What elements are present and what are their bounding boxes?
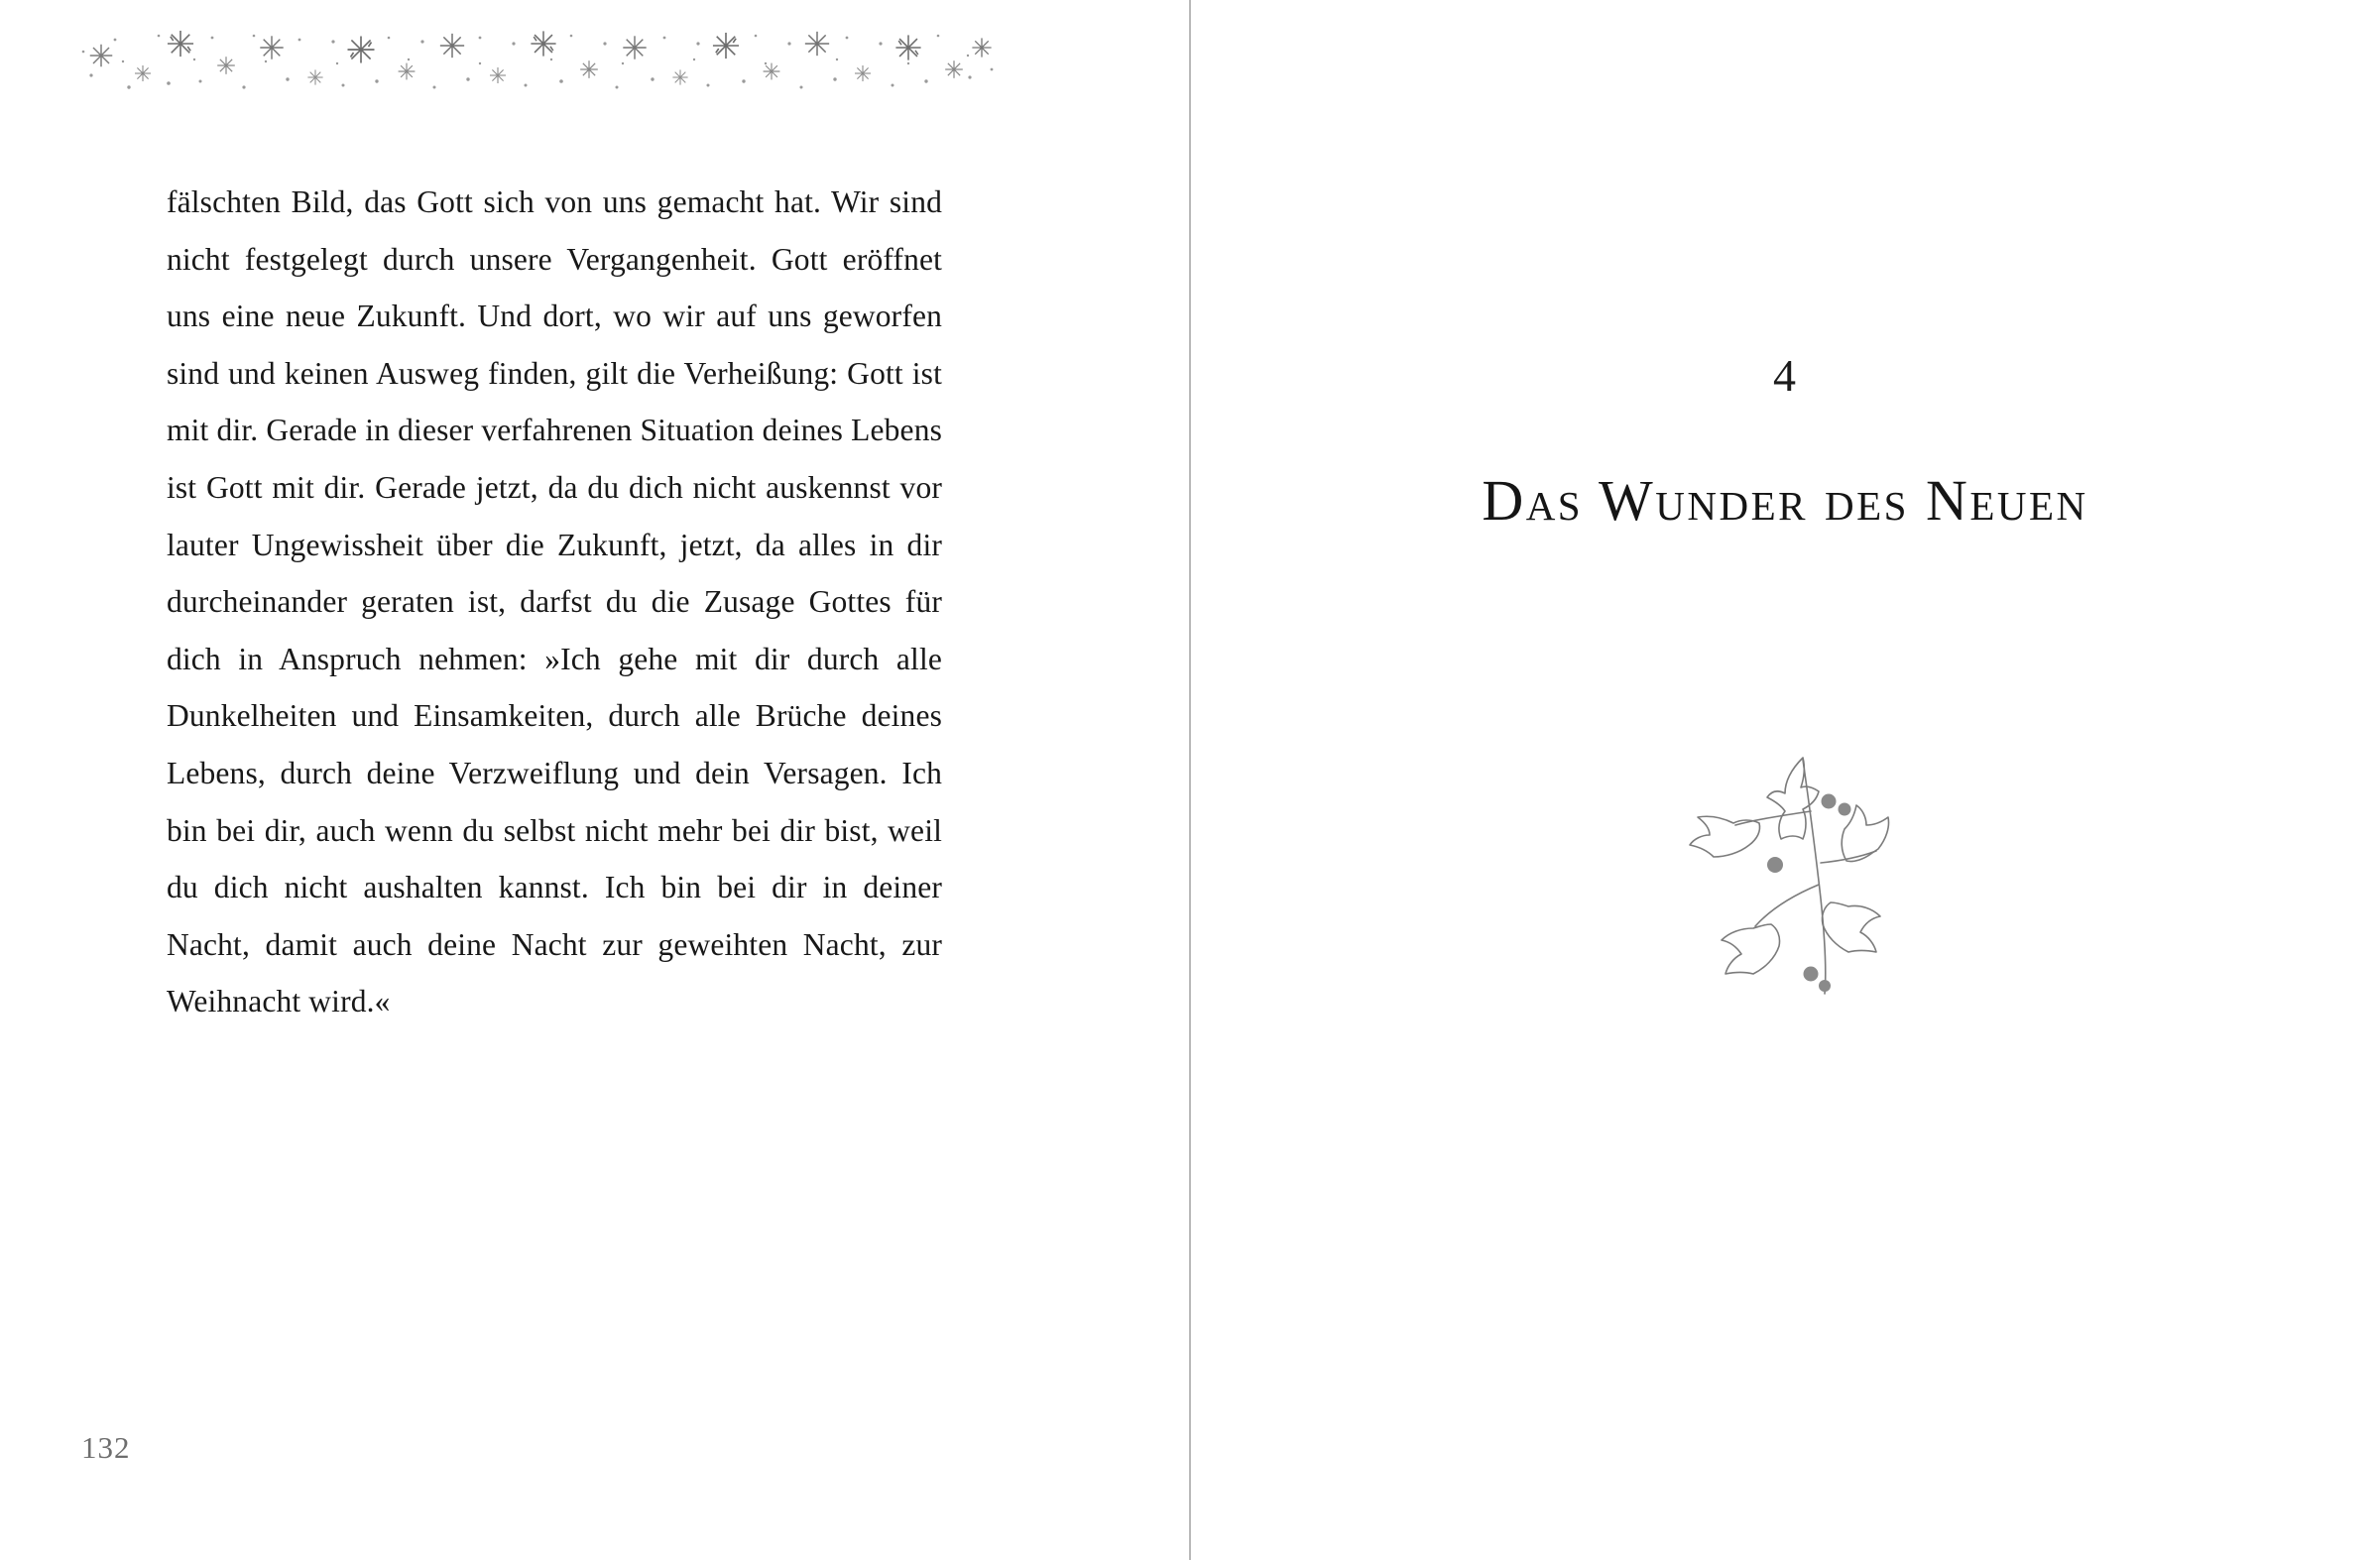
page-number: 132 [81,1430,131,1465]
chapter-number: 4 [1773,350,1797,401]
chapter-title: Das Wunder des Neuen [1482,468,2088,533]
right-page [1190,0,2380,1560]
page-body-text: fälschten Bild, das Gott sich von uns gemacht hat. Wir sind nicht festgelegt durch unsere Vergangenheit. Gott eröffnet uns eine neue Zukunft. Und dort, wo wir auf uns geworfen sind und keinen Ausweg finden, gilt die Verheißung: Gott ist mit dir. Gerade in dieser verfahrenen Situation deines Lebens ist Gott mit dir. Gerade jetzt, da du dich nicht auskennst vor lauter Ungewissheit über die Zukunft, jetzt, da alles in dir durcheinander geraten ist, darfst du die Zusage Gottes für dich in Anspruch nehmen: »Ich gehe mit dir durch alle Dunkelheiten und Einsamkeiten, durch alle Brüche deines Lebens, durch deine Verzweiflung und dein Versagen. Ich bin bei dir, auch wenn du selbst nicht mehr bei dir bist, weil du dich nicht aushalten kannst. Ich bin bei dir in deiner Nacht, damit auch deine Nacht zur geweihten Nacht, zur Weihnacht wird.« [167,184,942,1020]
holly-branch-ornament [1636,724,1934,1021]
snowflake-border-ornament [77,22,1000,99]
holly-ornament-wrapper [1190,724,2380,1021]
